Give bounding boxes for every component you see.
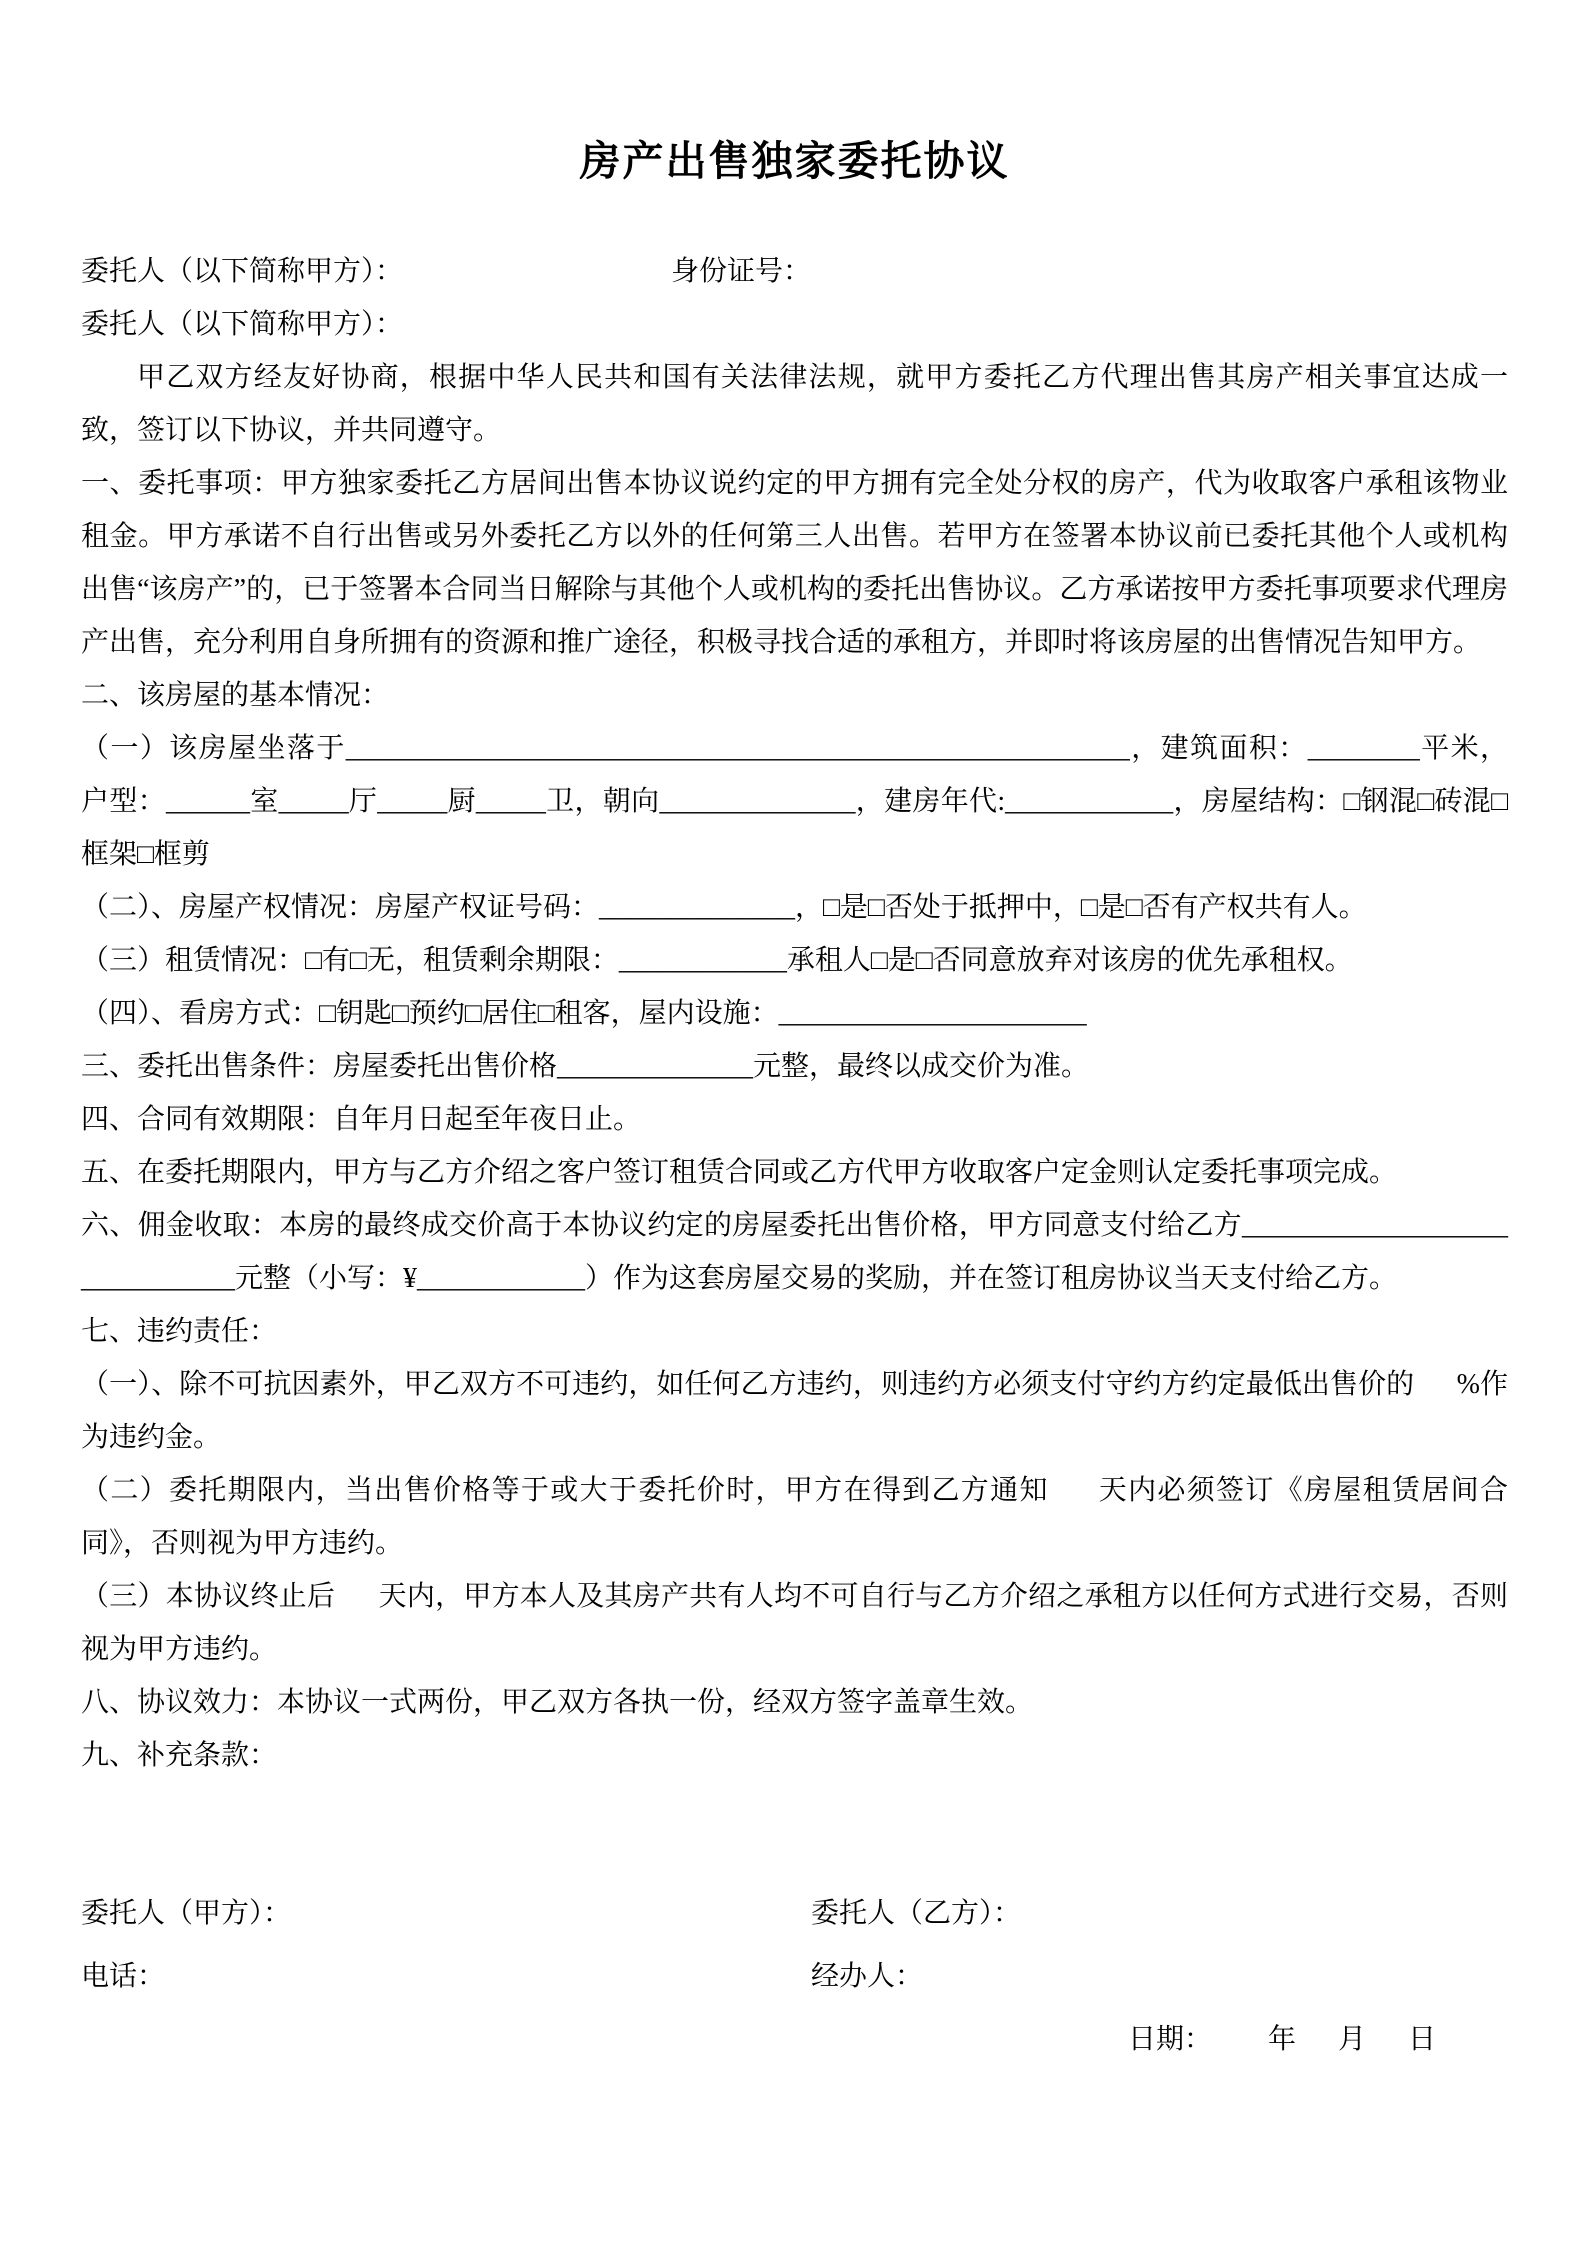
party-b-signature-label: 委托人（乙方）：	[811, 1898, 1022, 1929]
paragraph-item-7-2: （二）委托期限内，当出售价格等于或大于委托价时，甲方在得到乙方通知 天内必须签订《房屋租赁居间合同》，否则视为甲方违约。	[81, 1475, 1508, 1559]
header-row-1	[81, 245, 1508, 298]
date-line: 日期： 年 月 日	[1127, 2024, 1436, 2055]
signature-row-parties	[81, 1882, 1508, 1945]
phone-label: 电话：	[81, 1961, 166, 1992]
paragraph-item-9-supplement: 九、补充条款：	[81, 1740, 278, 1771]
paragraph-item-2-basics: 二、该房屋的基本情况：	[81, 680, 390, 711]
client-label-2: 委托人（以下简称甲方）：	[81, 309, 404, 340]
agent-label: 经办人：	[811, 1961, 924, 1992]
paragraph-intro: 甲乙双方经友好协商，根据中华人民共和国有关法律法规，就甲方委托乙方代理出售其房产相关事宜达成一致，签订以下协议，并共同遵守。	[81, 362, 1508, 446]
signature-row-contacts	[81, 1945, 1508, 2008]
paragraph-item-1-entrustment: 一、委托事项：甲方独家委托乙方居间出售本协议说约定的甲方拥有完全处分权的房产，代为收取客户承租该物业租金。甲方承诺不自行出售或另外委托乙方以外的任何第三人出售。若甲方在签署本协议前已委托其他个人或机构出售“该房产”的，已于签署本合同当日解除与其他个人或机构的委托出售协议。乙方承诺按甲方委托事项要求代理房产出售，充分利用自身所拥有的资源和推广途径，积极寻找合适的承租方，并即时将该房屋的出售情况告知甲方。	[81, 468, 1508, 658]
paragraph-item-7-breach: 七、违约责任：	[81, 1316, 278, 1347]
paragraph-item-3-price: 三、委托出售条件：房屋委托出售价格______________元整，最终以成交价为准。	[81, 1051, 1090, 1082]
signature-block	[81, 1882, 1508, 2071]
paragraph-item-8-validity: 八、协议效力：本协议一式两份，甲乙双方各执一份，经双方签字盖章生效。	[81, 1687, 1034, 1718]
paragraph-item-6-commission: 六、佣金收取：本房的最终成交价高于本协议约定的房屋委托出售价格，甲方同意支付给乙方______________________________元整（小写：¥____________）作为这套房屋交易的奖励，并在签订租房协议当天支付给乙方。	[81, 1210, 1508, 1294]
paragraph-item-2-3-lease: （三）租赁情况：□有□无，租赁剩余期限：____________承租人□是□否同意放弃对该房的优先承租权。	[81, 945, 1353, 976]
paragraph-item-5-completion: 五、在委托期限内，甲方与乙方介绍之客户签订租赁合同或乙方代甲方收取客户定金则认定委托事项完成。	[81, 1157, 1398, 1188]
id-number-label: 身份证号：	[671, 256, 812, 287]
client-label: 委托人（以下简称甲方）：	[81, 256, 404, 287]
paragraph-item-7-3: （三）本协议终止后 天内，甲方本人及其房产共有人均不可自行与乙方介绍之承租方以任何方式进行交易，否则视为甲方违约。	[81, 1581, 1508, 1665]
party-a-signature-label: 委托人（甲方）：	[81, 1898, 292, 1929]
paragraph-item-4-term: 四、合同有效期限：自年月日起至年夜日止。	[81, 1104, 642, 1135]
document-title: 房产出售独家委托协议	[579, 138, 1010, 184]
paragraph-item-2-1-location: （一）该房屋坐落于________________________________________________________，建筑面积：________平米，户型：______室_____厅_____厨_____卫，朝向______________，建房年代:____________，房屋结构：□钢混□砖混□框架□框剪	[81, 733, 1508, 870]
paragraph-item-2-4-viewing: （四）、看房方式：□钥匙□预约□居住□租客，屋内设施：______________________	[81, 998, 1087, 1029]
paragraph-item-2-2-ownership: （二）、房屋产权情况：房屋产权证号码：______________，□是□否处于抵押中，□是□否有产权共有人。	[81, 892, 1367, 923]
paragraph-item-7-1: （一）、除不可抗因素外，甲乙双方不可违约，如任何乙方违约，则违约方必须支付守约方约定最低出售价的 %作为违约金。	[81, 1369, 1508, 1453]
